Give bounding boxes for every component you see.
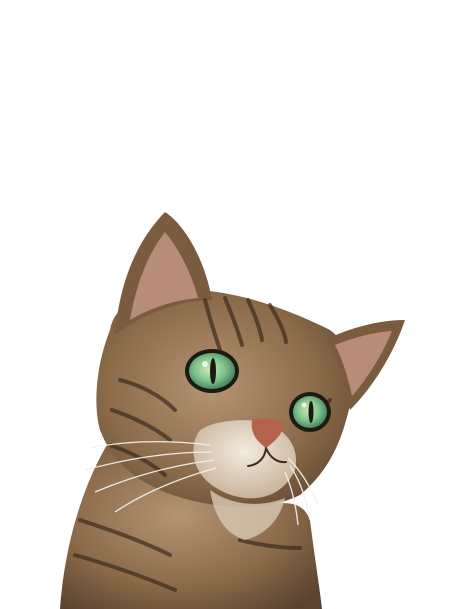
- cat-eye-left: [185, 349, 239, 393]
- cat-eye-right: [289, 392, 331, 432]
